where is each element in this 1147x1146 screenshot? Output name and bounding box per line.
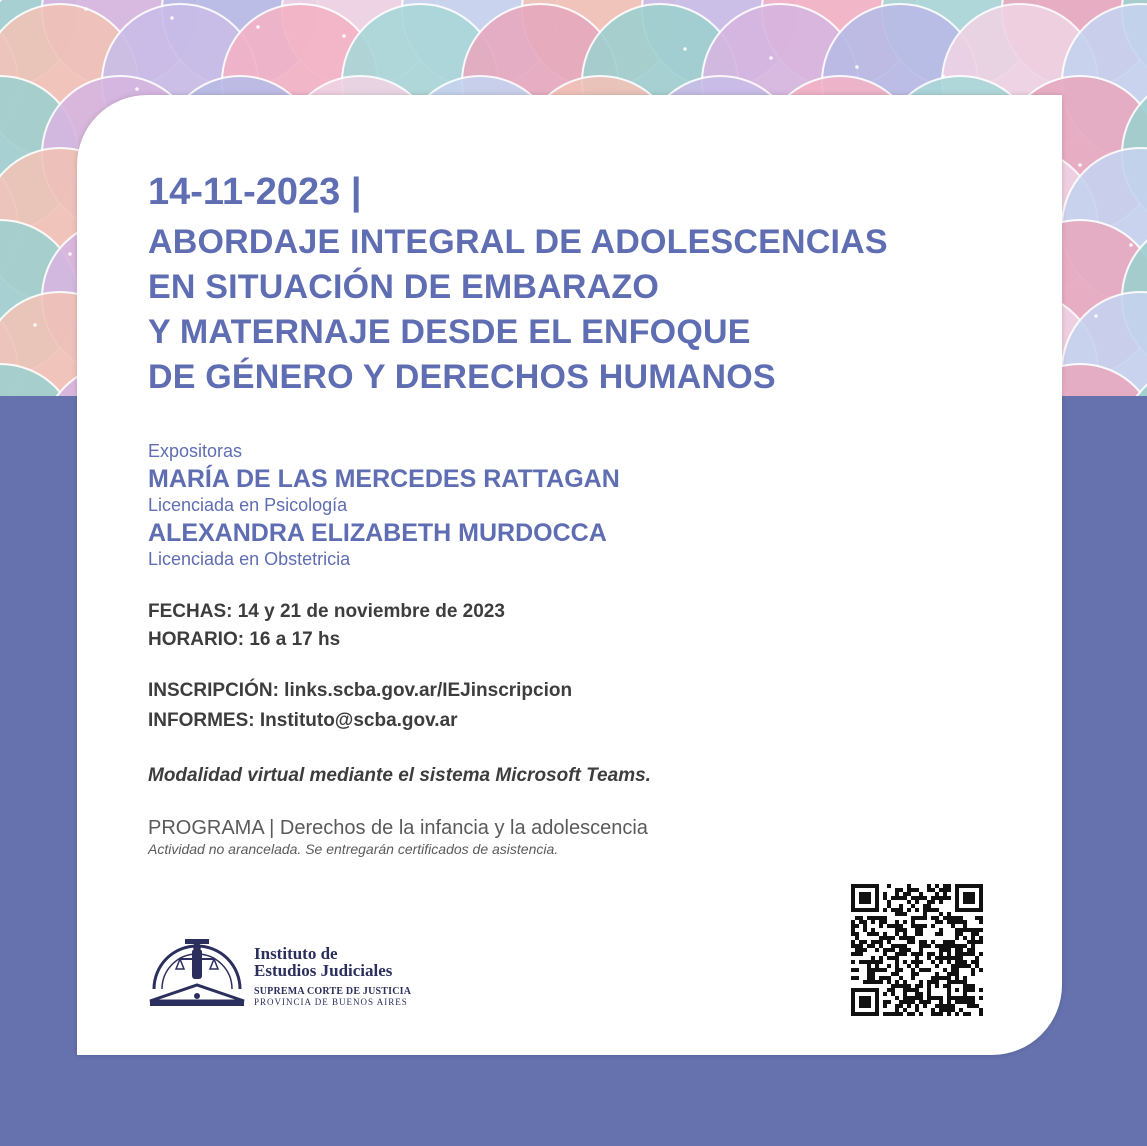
registration-link[interactable]: INSCRIPCIÓN: links.scba.gov.ar/IEJinscripcion <box>148 680 573 701</box>
event-title <box>148 220 1028 400</box>
title-line: DE GÉNERO Y DERECHOS HUMANOS <box>148 358 776 396</box>
qr-code-icon[interactable] <box>851 884 983 1016</box>
title-line: Y MATERNAJE DESDE EL ENFOQUE <box>148 313 751 351</box>
expert-name: MARÍA DE LAS MERCEDES RATTAGAN <box>148 465 620 493</box>
scales-of-justice-emblem-icon <box>148 935 246 1011</box>
logo-line: SUPREMA CORTE DE JUSTICIA <box>254 986 412 997</box>
title-line: EN SITUACIÓN DE EMBARAZO <box>148 268 660 306</box>
logo-line: PROVINCIA DE BUENOS AIRES <box>254 997 408 1007</box>
schedule <box>148 598 1028 654</box>
info-email[interactable]: INFORMES: Instituto@scba.gov.ar <box>148 710 458 731</box>
logo-line: Instituto de <box>254 944 338 963</box>
title-line: ABORDAJE INTEGRAL DE ADOLESCENCIAS <box>148 223 888 261</box>
experts-label: Expositoras <box>148 441 243 461</box>
event-date: 14-11-2023 | <box>148 171 362 213</box>
contact-info <box>148 676 1028 736</box>
certificate-note: Actividad no arancelada. Se entregarán certificados de asistencia. <box>148 841 559 857</box>
expert-role: Licenciada en Obstetricia <box>148 549 351 569</box>
expert-role: Licenciada en Psicología <box>148 495 348 515</box>
expert-name: ALEXANDRA ELIZABETH MURDOCCA <box>148 519 607 547</box>
program-text: PROGRAMA | Derechos de la infancia y la adolescencia <box>148 817 648 839</box>
logo-line: Estudios Judiciales <box>254 961 393 980</box>
flyer-content <box>148 170 1028 858</box>
modality-text: Modalidad virtual mediante el sistema Microsoft Teams. <box>148 765 651 786</box>
logo-text <box>254 945 411 1008</box>
dates-text: FECHAS: 14 y 21 de noviembre de 2023 <box>148 601 505 622</box>
time-text: HORARIO: 16 a 17 hs <box>148 629 341 650</box>
institute-logo <box>148 935 448 1015</box>
